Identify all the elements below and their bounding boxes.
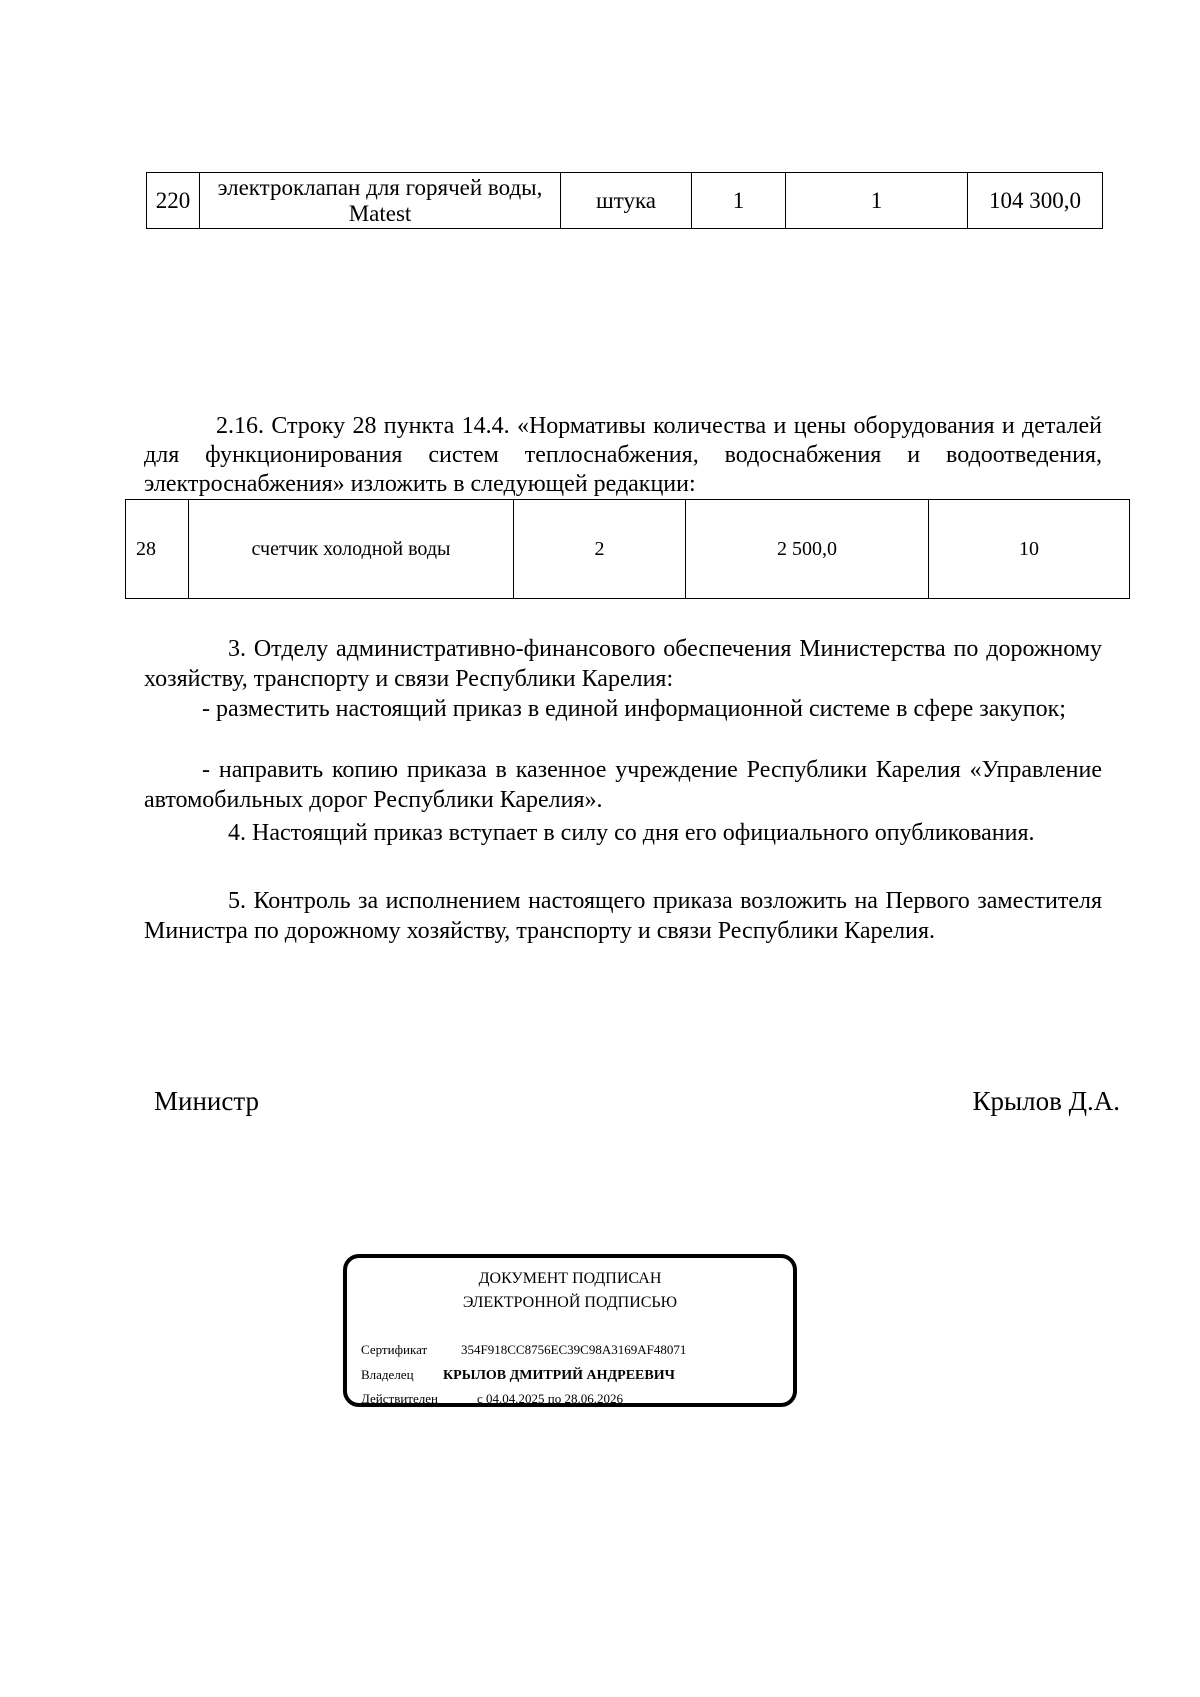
valid-label: Действителен <box>361 1391 438 1406</box>
row-number: 220 <box>147 173 200 229</box>
owner-value: КРЫЛОВ ДМИТРИЙ АНДРЕЕВИЧ <box>443 1368 675 1383</box>
stamp-certificate-row <box>361 1342 686 1358</box>
paragraph-3-bullet-2: - направить копию приказа в казенное учреждение Республики Карелия «Управление автомобильных дорог Республики Карелия». <box>144 757 1102 813</box>
items-table-28 <box>125 499 1130 599</box>
paragraph-5: 5. Контроль за исполнением настоящего приказа возложить на Первого заместителя Министра по дорожному хозяйству, транспорту и связи Республики Карелия. <box>144 888 1102 944</box>
row-number: 28 <box>126 500 189 599</box>
certificate-label: Сертификат <box>361 1342 428 1357</box>
item-name: счетчик холодной воды <box>189 500 514 599</box>
item-name: электроклапан для горячей воды, Matest <box>200 173 561 229</box>
valid-from-prefix: с <box>477 1391 483 1406</box>
table-row <box>126 500 1130 599</box>
unit: штука <box>561 173 692 229</box>
items-table-220 <box>146 172 1103 229</box>
signatory-name: Крылов Д.А. <box>972 1086 1120 1116</box>
signatory-position: Министр <box>154 1086 259 1116</box>
valid-to-prefix: по <box>547 1391 562 1406</box>
paragraph-4: 4. Настоящий приказ вступает в силу со дня его официального опубликования. <box>228 820 1035 846</box>
price: 2 500,0 <box>686 500 929 599</box>
paragraph-3-bullet-1: - разместить настоящий приказ в единой информационной системе в сфере закупок; <box>202 696 1066 722</box>
valid-to-date: 28.06.2026 <box>564 1391 623 1406</box>
service-life: 10 <box>929 500 1130 599</box>
table-row <box>147 173 1103 229</box>
valid-from-date: 04.04.2025 <box>486 1391 545 1406</box>
quantity: 1 <box>692 173 786 229</box>
owner-label: Владелец <box>361 1367 414 1382</box>
stamp-owner-row <box>361 1367 675 1384</box>
quantity-2: 1 <box>786 173 968 229</box>
certificate-value: 354F918CC8756EC39C98A3169AF48071 <box>461 1342 687 1357</box>
section-2-16-text: 2.16. Строку 28 пункта 14.4. «Нормативы количества и цены оборудования и деталей для функционирования систем теплоснабжения, водоснабжения и водоотведения, электроснабжения» изложить в следующей редакции: <box>144 413 1102 497</box>
quantity: 2 <box>514 500 686 599</box>
price: 104 300,0 <box>968 173 1103 229</box>
stamp-title-line-1: ДОКУМЕНТ ПОДПИСАН <box>478 1270 662 1287</box>
stamp-title-line-2: ЭЛЕКТРОННОЙ ПОДПИСЬЮ <box>462 1294 678 1311</box>
electronic-signature-stamp <box>343 1254 797 1407</box>
paragraph-3: 3. Отделу административно-финансового обеспечения Министерства по дорожному хозяйству, транспорту и связи Республики Карелия: <box>144 636 1102 692</box>
stamp-validity-row <box>361 1391 623 1407</box>
